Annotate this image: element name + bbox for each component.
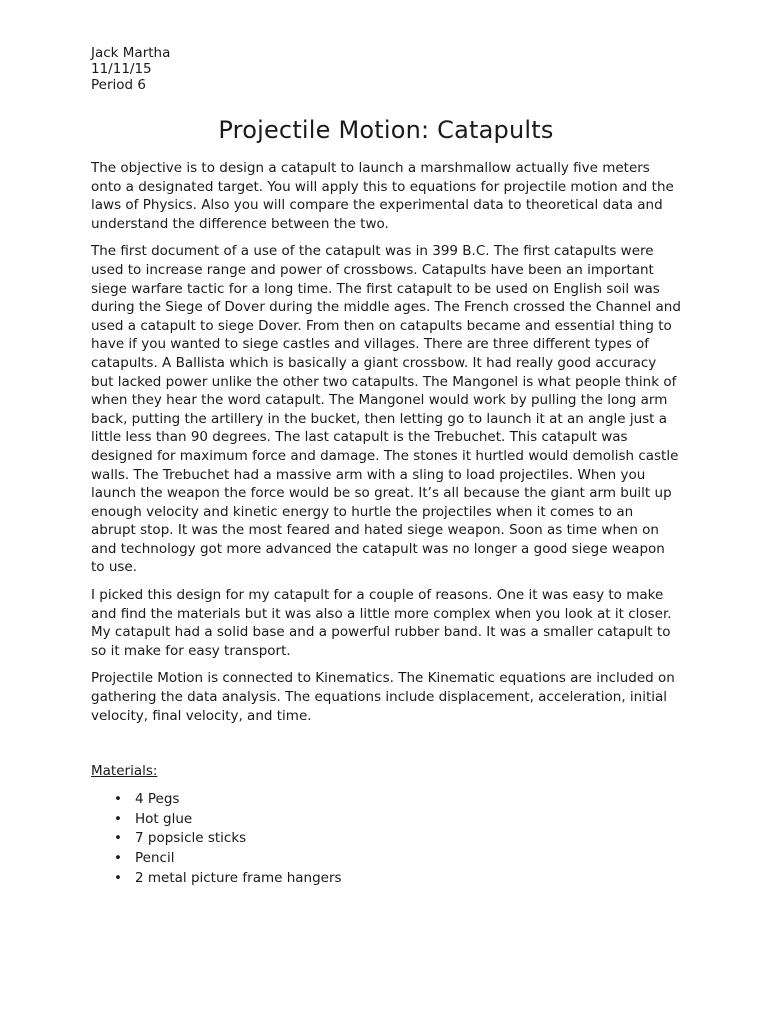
bullet-icon: • — [114, 810, 122, 827]
list-item — [114, 869, 681, 889]
paragraph-kinematics: Projectile Motion is connected to Kinematics. The Kinematic equations are included on gathering the data analysis. The equations include displacement, acceleration, initial velocity, final velocity, and time. — [91, 670, 675, 724]
materials-heading: Materials: — [91, 763, 158, 780]
document-date: 11/11/15 — [91, 61, 152, 77]
list-item — [114, 810, 681, 830]
author-name: Jack Martha — [91, 45, 171, 61]
list-item-text: 2 metal picture frame hangers — [135, 869, 342, 886]
class-period: Period 6 — [91, 77, 146, 93]
paragraph-design: I picked this design for my catapult for a couple of reasons. One it was easy to make and find the materials but it was also a little more complex when you look at it closer. My catapult had a solid base and a powerful rubber band. It was a smaller catapult to so it make for easy transport. — [91, 587, 672, 659]
list-item — [114, 829, 681, 849]
list-item-text: Hot glue — [135, 810, 193, 827]
bullet-icon: • — [114, 830, 122, 847]
list-item — [114, 849, 681, 869]
list-item-text: 7 popsicle sticks — [135, 830, 247, 847]
list-item — [114, 790, 681, 810]
materials-list — [91, 790, 681, 888]
paragraph-objective: The objective is to design a catapult to launch a marshmallow actually five meters onto a designated target. You will apply this to equations for projectile motion and the laws of Physics. Also you will compare the experimental data to theoretical data and understand the difference between the two. — [91, 160, 674, 232]
bullet-icon: • — [114, 850, 122, 866]
list-item-text: 4 Pegs — [135, 791, 180, 808]
list-item-text: Pencil — [135, 850, 175, 866]
bullet-icon: • — [114, 791, 122, 808]
paragraph-history: The first document of a use of the catapult was in 399 B.C. The first catapults were used to increase range and power of crossbows. Catapults have been an important siege warfare tactic for a long time. The first catapult to be used on English soil was during the Siege of Dover during the middle ages. The French crossed the Channel and used a catapult to siege Dover. From then on catapults became and essential thing to have if you wanted to siege castles and villages. There are three different types of catapults. A Ballista which is basically a giant crossbow. It had really good accuracy but lacked power unlike the other two catapults. The Mangonel is what people think of when they hear the word catapult. The Mangonel would work by pulling the long arm back, putting the artillery in the bucket, then letting go to launch it at an angle just a little less than 90 degrees. The last catapult is the Trebuchet. This catapult was designed for maximum force and damage. The stones it hurtled would demolish castle walls. The Trebuchet had a massive arm with a sling to load projectiles. When you launch the weapon the force would be so great. It’s all because the giant arm built up enough velocity and kinetic energy to hurtle the projectiles when it comes to an abrupt stop. It was the most feared and hated siege weapon. Soon as time when on and technology got more advanced the catapult was no longer a good siege weapon to use. — [91, 243, 681, 576]
document-page — [91, 45, 681, 888]
bullet-icon: • — [114, 869, 122, 886]
document-title: Projectile Motion: Catapults — [218, 116, 554, 144]
